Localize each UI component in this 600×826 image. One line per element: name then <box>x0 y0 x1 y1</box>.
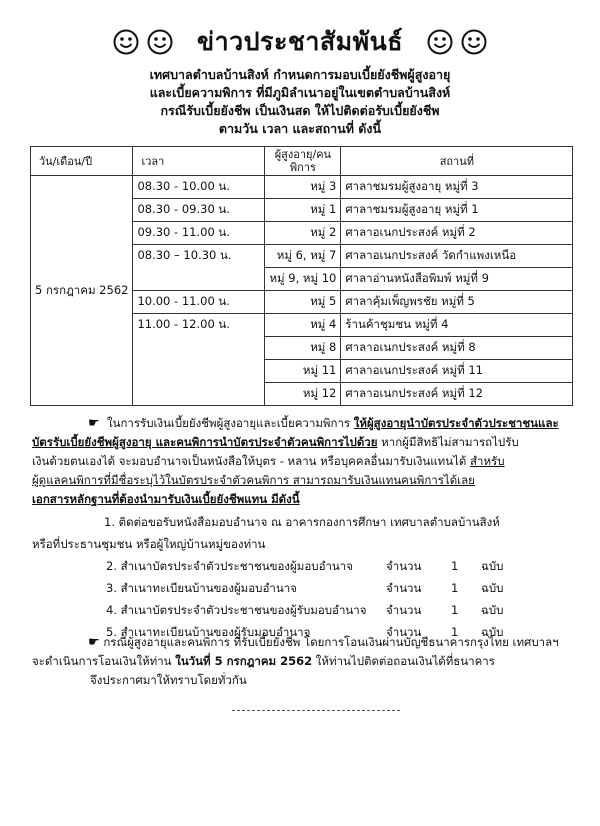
notice-line <box>32 652 566 671</box>
notice-bank-transfer <box>32 633 566 690</box>
place-cell: ศาลาอเนกประสงค์ หมู่ที่ 11 <box>341 360 573 383</box>
pointing-hand-icon: ☛ <box>88 416 100 431</box>
document-label: 3. สำเนาทะเบียนบ้านของผู้มอบอำนาจ <box>106 581 297 595</box>
smiley-face-icon <box>147 29 173 55</box>
document-item <box>56 578 566 600</box>
document-item <box>56 556 566 578</box>
quantity-number: 1 <box>451 581 459 595</box>
village-cell: หมู่ 11 <box>265 360 341 383</box>
place-cell: ร้านค้าชุมชน หมู่ที่ 4 <box>341 314 573 337</box>
time-cell <box>133 383 265 406</box>
pointing-hand-icon: ☛ <box>88 635 100 650</box>
notice-text-emphasis: ให้ผู้สูงอายุนำบัตรประจำตัวประชาชนและ <box>353 416 559 430</box>
page-title: ข่าวประชาสัมพันธ์ <box>197 27 403 56</box>
quantity-label: จำนวน <box>386 625 422 639</box>
place-cell: ศาลาชมรมผู้สูงอายุ หมู่ที่ 3 <box>341 176 573 199</box>
notice-text-emphasis: ในวันที่ 5 กรกฎาคม 2562 <box>175 654 313 668</box>
smiley-face-icon <box>461 29 487 55</box>
quantity-unit: ฉบับ <box>481 625 504 639</box>
notice-line <box>56 414 566 433</box>
documents-list <box>32 512 566 644</box>
village-cell: หมู่ 3 <box>265 176 341 199</box>
quantity-number: 1 <box>451 559 459 573</box>
time-cell: 08.30 – 10.30 น. <box>133 245 265 268</box>
place-cell: ศาลาอเนกประสงค์ วัดกำแพงเหนือ <box>341 245 573 268</box>
quantity-unit: ฉบับ <box>481 603 504 617</box>
divider <box>232 710 400 711</box>
time-cell: 09.30 - 11.00 น. <box>133 222 265 245</box>
header-group <box>265 147 341 176</box>
village-cell: หมู่ 6, หมู่ 7 <box>265 245 341 268</box>
notice-line <box>32 452 566 471</box>
notice-text: กรณีผู้สูงอายุและคนพิการ ที่รับเบี้ยยังชีพ โดยการโอนเงินผ่านบัญชีธนาคารกรุงไทย เทศบาลฯ <box>103 635 559 649</box>
village-cell: หมู่ 12 <box>265 383 341 406</box>
notice-text: จะดำเนินการโอนเงินให้ท่าน <box>32 654 176 668</box>
notice-text-emphasis: บัตรรับเบี้ยยังชีพผู้สูงอายุ และคนพิการนำบัตรประจำตัวคนพิการไปด้วย <box>32 435 378 449</box>
header-time: เวลา <box>133 147 265 176</box>
intro-line: และเบี้ยความพิการ ที่มีภูมิลำเนาอยู่ในเขตตำบลบ้านสิงห์ <box>149 85 451 100</box>
header-group-line2: พิการ <box>289 161 316 174</box>
notice-text: ในการรับเงินเบี้ยยังชีพผู้สูงอายุและเบี้ยความพิการ <box>106 416 354 430</box>
time-cell <box>133 268 265 291</box>
document-item: หรือที่ประธานชุมชน หรือผู้ใหญ่บ้านหมู่ของท่าน <box>32 537 266 551</box>
document-item <box>56 600 566 622</box>
closing-line: จึงประกาศมาให้ทราบโดยทั่วกัน <box>90 673 247 687</box>
document-label: 2. สำเนาบัตรประจำตัวประชาชนของผู้มอบอำนาจ <box>106 559 353 573</box>
intro-line: กรณีรับเบี้ยยังชีพ เป็นเงินสด ให้ไปติดต่อรับเบี้ยยังชีพ <box>160 103 440 118</box>
header-group-line1: ผู้สูงอายุ/คน <box>274 148 332 161</box>
village-cell: หมู่ 5 <box>265 291 341 314</box>
time-cell: 10.00 - 11.00 น. <box>133 291 265 314</box>
place-cell: ศาลาคุ้มเพ็ญพรชัย หมู่ที่ 5 <box>341 291 573 314</box>
document-label: 5. สำเนาทะเบียนบ้านของผู้รับมอบอำนาจ <box>106 625 311 639</box>
smiley-face-icon <box>427 29 453 55</box>
quantity-label: จำนวน <box>386 559 422 573</box>
document-label: 4. สำเนาบัตรประจำตัวประชาชนของผู้รับมอบอำนาจ <box>106 603 367 617</box>
header-date: วัน/เดือน/ปี <box>31 147 133 176</box>
quantity-label: จำนวน <box>386 603 422 617</box>
village-cell: หมู่ 1 <box>265 199 341 222</box>
time-cell <box>133 360 265 383</box>
village-cell: หมู่ 4 <box>265 314 341 337</box>
schedule-table <box>30 146 573 406</box>
quantity-label: จำนวน <box>386 581 422 595</box>
notice-text-underline: สำหรับ <box>470 454 505 468</box>
documents-heading: เอกสารหลักฐานที่ต้องนำมารับเงินเบี้ยยังชีพแทน มีดังนี้ <box>32 492 300 506</box>
smiley-face-icon <box>113 29 139 55</box>
quantity-number: 1 <box>451 625 459 639</box>
notice-receiving-benefits <box>32 414 566 509</box>
place-cell: ศาลาอเนกประสงค์ หมู่ที่ 8 <box>341 337 573 360</box>
header-place: สถานที่ <box>341 147 573 176</box>
notice-line <box>56 633 566 652</box>
intro-heading <box>40 66 560 138</box>
time-cell: 11.00 - 12.00 น. <box>133 314 265 337</box>
notice-text: หากผู้มีสิทธิไม่สามารถไปรับ <box>377 435 519 449</box>
quantity-unit: ฉบับ <box>481 581 504 595</box>
title-row <box>0 22 600 62</box>
notice-text: ให้ท่านไปติดต่อถอนเงินได้ที่ธนาคาร <box>312 654 495 668</box>
table-header-row <box>31 147 573 176</box>
village-cell: หมู่ 2 <box>265 222 341 245</box>
date-cell: 5 กรกฎาคม 2562 <box>31 176 133 406</box>
time-cell: 08.30 - 09.30 น. <box>133 199 265 222</box>
intro-line: ตามวัน เวลา และสถานที่ ดังนี้ <box>218 121 382 136</box>
time-cell <box>133 337 265 360</box>
place-cell: ศาลาชมรมผู้สูงอายุ หมู่ที่ 1 <box>341 199 573 222</box>
notice-text: เงินด้วยตนเองได้ จะมอบอำนาจเป็นหนังสือให้บุตร - หลาน หรือบุคคลอื่นมารับเงินแทนได้ <box>32 454 471 468</box>
table-row <box>31 176 573 199</box>
place-cell: ศาลาอ่านหนังสือพิมพ์ หมู่ที่ 9 <box>341 268 573 291</box>
village-cell: หมู่ 9, หมู่ 10 <box>265 268 341 291</box>
quantity-number: 1 <box>451 603 459 617</box>
village-cell: หมู่ 8 <box>265 337 341 360</box>
place-cell: ศาลาอเนกประสงค์ หมู่ที่ 2 <box>341 222 573 245</box>
place-cell: ศาลาอเนกประสงค์ หมู่ที่ 12 <box>341 383 573 406</box>
time-cell: 08.30 - 10.00 น. <box>133 176 265 199</box>
document-item: 1. ติดต่อขอรับหนังสือมอบอำนาจ ณ อาคารกองการศึกษา เทศบาลตำบลบ้านสิงห์ <box>104 515 500 529</box>
notice-line: ผู้ดูแลคนพิการที่มีชื่อระบุไว้ในบัตรประจำตัวคนพิการ สามารถมารับเงินแทนคนพิการได้เลย <box>32 473 475 487</box>
intro-line: เทศบาลตำบลบ้านสิงห์ กำหนดการมอบเบี้ยยังชีพผู้สูงอายุ <box>149 67 451 82</box>
quantity-unit: ฉบับ <box>481 559 504 573</box>
notice-line <box>32 433 566 452</box>
